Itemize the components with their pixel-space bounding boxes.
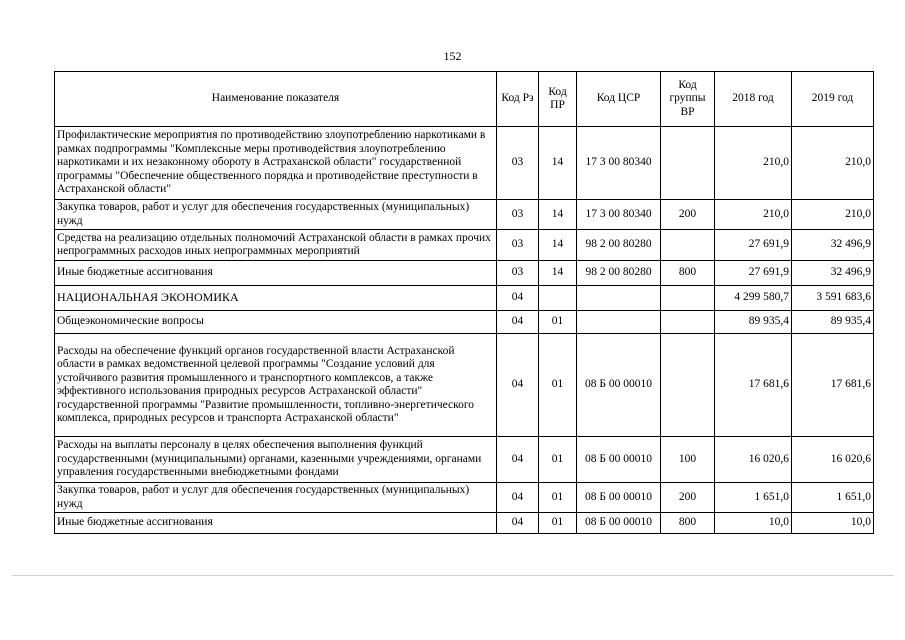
row-2019: 1 651,0 bbox=[792, 483, 874, 513]
row-rz: 03 bbox=[497, 200, 539, 230]
row-rz: 04 bbox=[497, 513, 539, 534]
row-csr: 08 Б 00 00010 bbox=[577, 334, 661, 437]
table-row bbox=[55, 513, 874, 534]
table-row bbox=[55, 311, 874, 334]
row-vr: 200 bbox=[661, 200, 715, 230]
header-csr: Код ЦСР bbox=[577, 72, 661, 127]
table-row bbox=[55, 230, 874, 261]
row-csr bbox=[577, 286, 661, 311]
row-2019: 10,0 bbox=[792, 513, 874, 534]
budget-table bbox=[54, 71, 874, 534]
row-2018: 1 651,0 bbox=[715, 483, 792, 513]
row-name: Иные бюджетные ассигнования bbox=[55, 513, 497, 534]
row-2019: 210,0 bbox=[792, 200, 874, 230]
row-rz: 03 bbox=[497, 261, 539, 286]
row-2018: 17 681,6 bbox=[715, 334, 792, 437]
header-2018: 2018 год bbox=[715, 72, 792, 127]
row-vr: 200 bbox=[661, 483, 715, 513]
row-pr: 01 bbox=[539, 437, 577, 483]
row-name: Расходы на выплаты персоналу в целях обеспечения выполнения функций государственными (муниципальными) органами, казенными учреждениями, органами управления государственными внебюджетными фондами bbox=[55, 437, 497, 483]
row-2018: 4 299 580,7 bbox=[715, 286, 792, 311]
header-pr: Код ПР bbox=[539, 72, 577, 127]
row-2019: 17 681,6 bbox=[792, 334, 874, 437]
row-2018: 210,0 bbox=[715, 127, 792, 200]
table-row bbox=[55, 334, 874, 437]
row-pr: 01 bbox=[539, 513, 577, 534]
row-csr: 17 3 00 80340 bbox=[577, 200, 661, 230]
row-name: Иные бюджетные ассигнования bbox=[55, 261, 497, 286]
row-pr: 01 bbox=[539, 334, 577, 437]
row-2019: 32 496,9 bbox=[792, 261, 874, 286]
row-name: Закупка товаров, работ и услуг для обеспечения государственных (муниципальных) нужд bbox=[55, 483, 497, 513]
row-csr: 08 Б 00 00010 bbox=[577, 513, 661, 534]
row-vr: 100 bbox=[661, 437, 715, 483]
table-row bbox=[55, 200, 874, 230]
row-csr: 17 3 00 80340 bbox=[577, 127, 661, 200]
row-csr: 08 Б 00 00010 bbox=[577, 483, 661, 513]
table-row bbox=[55, 437, 874, 483]
row-2019: 210,0 bbox=[792, 127, 874, 200]
header-name: Наименование показателя bbox=[55, 72, 497, 127]
row-pr: 14 bbox=[539, 230, 577, 261]
row-pr: 01 bbox=[539, 483, 577, 513]
row-rz: 04 bbox=[497, 286, 539, 311]
row-vr bbox=[661, 311, 715, 334]
row-name: НАЦИОНАЛЬНАЯ ЭКОНОМИКА bbox=[55, 286, 497, 311]
row-csr bbox=[577, 311, 661, 334]
row-name: Профилактические мероприятия по противодействию злоупотреблению наркотиками в рамках подпрограммы "Комплексные меры противодействия злоупотреблению наркотиками и их незаконному обороту в Астраханской области" государственной программы "Обеспечение общественного порядка и противодействие преступности в Астраханской области" bbox=[55, 127, 497, 200]
row-2018: 16 020,6 bbox=[715, 437, 792, 483]
page-number: 152 bbox=[443, 49, 462, 63]
row-name: Расходы на обеспечение функций органов государственной власти Астраханской области в рамках ведомственной целевой программы "Создание условий для устойчивого развития промышленного и транспортного комплексов, а также эффективного использования природных ресурсов Астраханской области" государственной программы "Развитие промышленности, топливно-энергетического комплекса, природных ресурсов и транспорта Астраханской области" bbox=[55, 334, 497, 437]
row-2018: 27 691,9 bbox=[715, 261, 792, 286]
row-rz: 03 bbox=[497, 127, 539, 200]
row-vr bbox=[661, 127, 715, 200]
row-2018: 89 935,4 bbox=[715, 311, 792, 334]
table-row bbox=[55, 261, 874, 286]
row-vr: 800 bbox=[661, 261, 715, 286]
row-2019: 3 591 683,6 bbox=[792, 286, 874, 311]
row-rz: 03 bbox=[497, 230, 539, 261]
row-csr: 98 2 00 80280 bbox=[577, 261, 661, 286]
row-csr: 98 2 00 80280 bbox=[577, 230, 661, 261]
row-2019: 89 935,4 bbox=[792, 311, 874, 334]
row-2019: 32 496,9 bbox=[792, 230, 874, 261]
header-vr: Код группы ВР bbox=[661, 72, 715, 127]
row-name: Закупка товаров, работ и услуг для обеспечения государственных (муниципальных) нужд bbox=[55, 200, 497, 230]
row-pr bbox=[539, 286, 577, 311]
row-csr: 08 Б 00 00010 bbox=[577, 437, 661, 483]
row-name: Средства на реализацию отдельных полномочий Астраханской области в рамках прочих непрограммных расходов иных непрограммных мероприятий bbox=[55, 230, 497, 261]
table-header-row bbox=[55, 72, 874, 127]
row-vr bbox=[661, 334, 715, 437]
row-vr bbox=[661, 230, 715, 261]
row-rz: 04 bbox=[497, 334, 539, 437]
row-name: Общеэкономические вопросы bbox=[55, 311, 497, 334]
header-rz: Код Рз bbox=[497, 72, 539, 127]
row-2019: 16 020,6 bbox=[792, 437, 874, 483]
table-row bbox=[55, 127, 874, 200]
row-pr: 14 bbox=[539, 127, 577, 200]
table-row bbox=[55, 286, 874, 311]
row-vr bbox=[661, 286, 715, 311]
row-rz: 04 bbox=[497, 437, 539, 483]
row-pr: 14 bbox=[539, 261, 577, 286]
row-pr: 01 bbox=[539, 311, 577, 334]
row-rz: 04 bbox=[497, 311, 539, 334]
table-row bbox=[55, 483, 874, 513]
page-bottom-rule bbox=[12, 575, 894, 576]
header-2019: 2019 год bbox=[792, 72, 874, 127]
row-vr: 800 bbox=[661, 513, 715, 534]
row-2018: 27 691,9 bbox=[715, 230, 792, 261]
row-2018: 10,0 bbox=[715, 513, 792, 534]
row-pr: 14 bbox=[539, 200, 577, 230]
row-rz: 04 bbox=[497, 483, 539, 513]
row-2018: 210,0 bbox=[715, 200, 792, 230]
